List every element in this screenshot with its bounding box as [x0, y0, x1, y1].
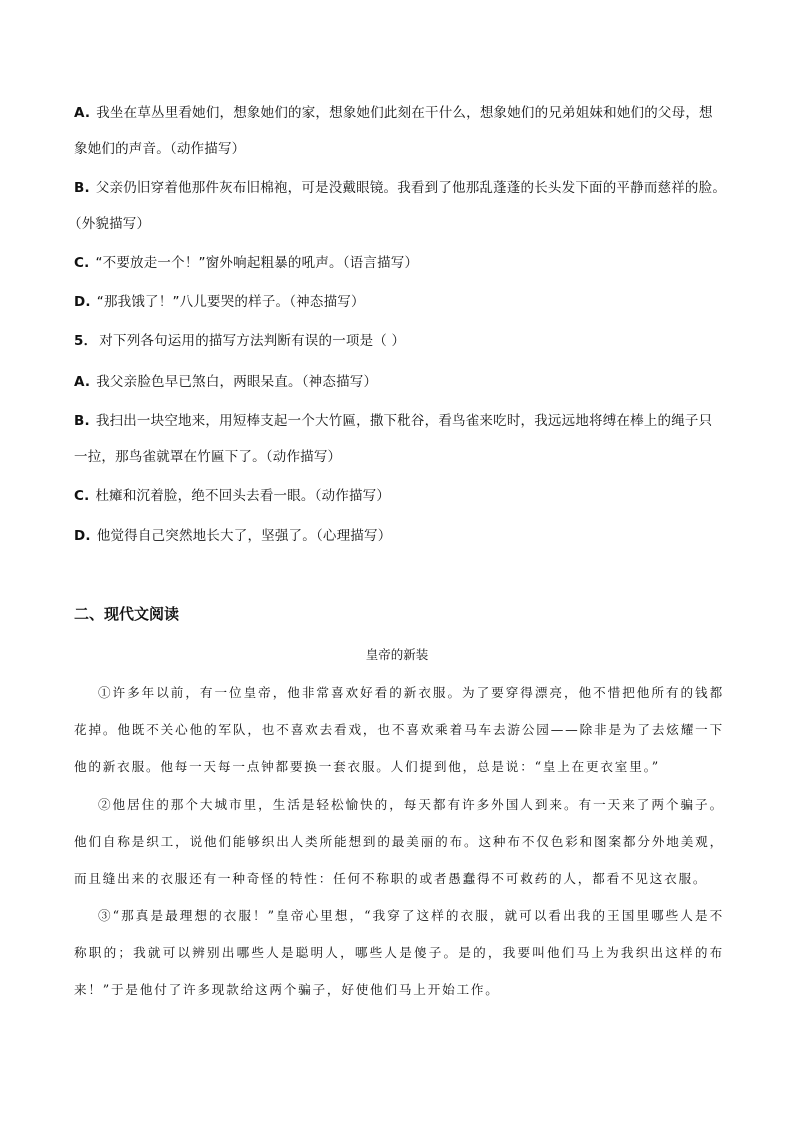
q4-option-b-line1	[74, 178, 727, 198]
q5-option-a	[74, 372, 724, 392]
q5-stem-text: 对下列各句运用的描写方法判断有误的一项是（ ）	[99, 333, 406, 349]
q5-option-b-text: 我扫出一块空地来，用短棒支起一个大竹匾，撒下秕谷，看鸟雀来吃时，我远远地将缚在棒上的绳子只	[95, 413, 713, 429]
q4-option-b-letter: B.	[74, 180, 90, 196]
q5-option-c-text: 杜瘫和沉着脸，绝不回头去看一眼。（动作描写）	[95, 488, 391, 504]
q4-option-c	[74, 253, 724, 273]
q5-option-c	[74, 486, 724, 506]
q5-option-a-text: 我父亲脸色早已煞白，两眼呆直。（神态描写）	[96, 374, 378, 390]
q5-option-d-letter: D.	[74, 528, 91, 544]
q4-option-c-text: “不要放走一个！”窗外响起粗暴的吼声。（语言描写）	[95, 255, 419, 271]
q4-option-a-line2: 象她们的声音。（动作描写）	[74, 141, 246, 157]
q5-stem	[74, 331, 724, 351]
q5-option-d-text: 他觉得自己突然地长大了，坚强了。（心理描写）	[96, 528, 392, 544]
q4-option-a-letter: A.	[74, 105, 91, 121]
reading-title: 皇帝的新装	[365, 647, 429, 662]
q4-option-d	[74, 292, 724, 312]
q5-option-d	[74, 526, 724, 546]
q4-option-b-line2: （外貌描写）	[68, 216, 151, 232]
q5-option-b-letter: B.	[74, 413, 90, 429]
reading-paragraph-2: ②他居住的那个大城市里，生活是轻松愉快的，每天都有许多外国人到来。有一天来了两个骗子。他们自称是织工，说他们能够织出人类所能想到的最美丽的布。这种布不仅色彩和图案都分外地美观，而且缝出来的衣服还有一种奇怪的特性：任何不称职的或者愚蠢得不可救药的人，都看不见这衣服。	[74, 797, 724, 886]
q4-option-a-line1	[74, 103, 724, 123]
q5-option-a-letter: A.	[74, 374, 91, 390]
q4-option-d-text: “那我饿了！”八儿要哭的样子。（神态描写）	[96, 294, 365, 310]
q5-number: 5．	[74, 333, 98, 349]
q5-option-b-line2: 一拉，那鸟雀就罩在竹匾下了。（动作描写）	[74, 449, 342, 465]
q4-option-c-letter: C.	[74, 255, 90, 271]
q4-option-a-text: 我坐在草丛里看她们，想象她们的家，想象她们此刻在干什么，想象她们的兄弟姐妹和她们的父母，想	[96, 105, 713, 121]
reading-paragraph-3: ③“那真是最理想的衣服！”皇帝心里想，“我穿了这样的衣服，就可以看出我的王国里哪些人是不称职的；我就可以辨别出哪些人是聪明人，哪些人是傻子。是的，我要叫他们马上为我织出这样的布来！”于是他付了许多现款给这两个骗子，好使他们马上开始工作。	[74, 908, 724, 997]
q5-option-b-line1	[74, 411, 724, 431]
reading-paragraph-1: ①许多年以前，有一位皇帝，他非常喜欢好看的新衣服。为了要穿得漂亮，他不惜把他所有的钱都花掉。他既不关心他的军队，也不喜欢去看戏，也不喜欢乘着马车去游公园——除非是为了去炫耀一下他的新衣服。他每一天每一点钟都要换一套衣服。人们提到他，总是说：“皇上在更衣室里。”	[74, 685, 724, 774]
section-title: 二、现代文阅读	[74, 605, 180, 623]
q4-option-b-text: 父亲仍旧穿着他那件灰布旧棉袍，可是没戴眼镜。我看到了他那乱蓬蓬的长头发下面的平静而慈祥的脸。	[95, 180, 727, 196]
q5-option-c-letter: C.	[74, 488, 90, 504]
q4-option-d-letter: D.	[74, 294, 91, 310]
